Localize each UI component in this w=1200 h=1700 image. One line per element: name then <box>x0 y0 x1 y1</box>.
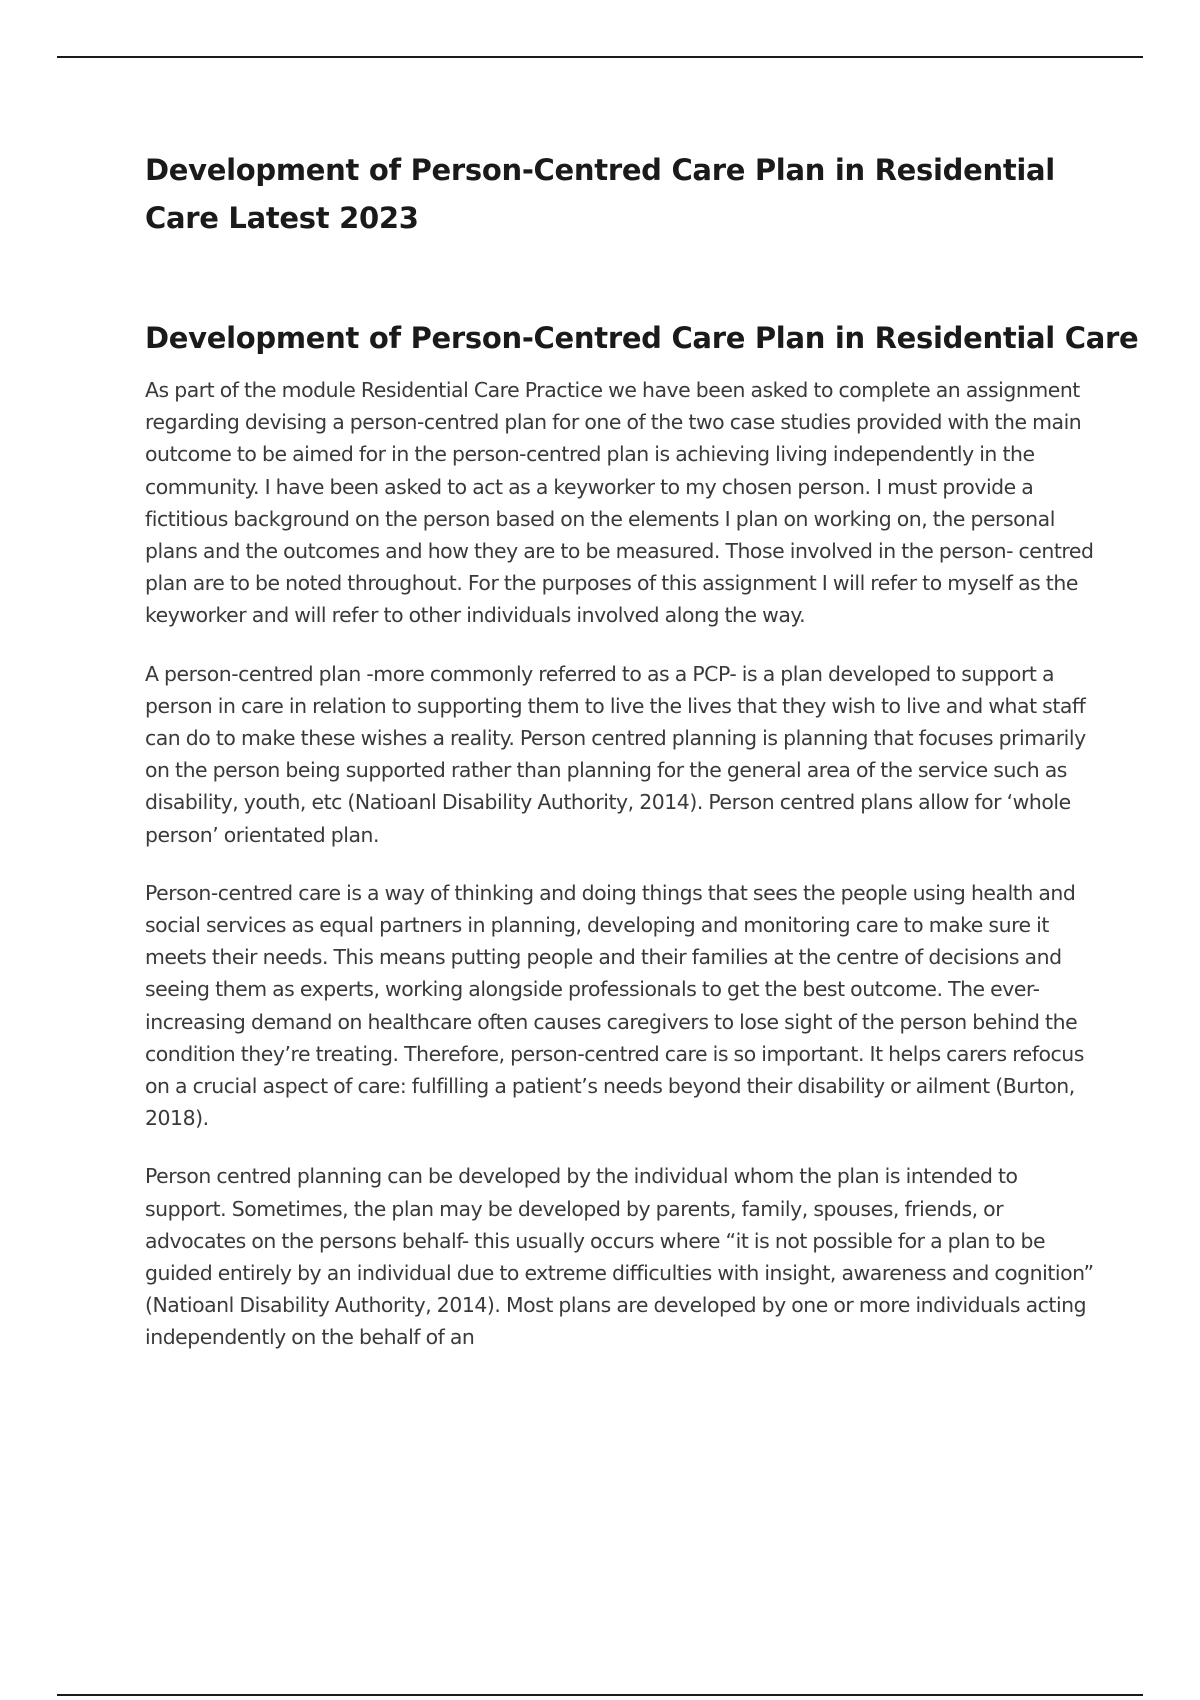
paragraph-4: Person centred planning can be developed by the individual whom the plan is intended to support. Sometimes, the plan may be developed by parents, family, spouses, friends, or advocates on the persons behalf- this usually occurs where “it is not possible for a plan to be guided entirely by an individual due to extreme difficulties with insight, awareness and cognition” (Natioanl Disability Authority, 2014). Most plans are developed by one or more individuals acting independently on the behalf of an <box>145 1164 1094 1350</box>
paragraph-1: As part of the module Residential Care Practice we have been asked to complete an assignment regarding devising a person-centred plan for one of the two case studies provided with the main outcome to be aimed for in the person-centred plan is achieving living independently in the community. I have been asked to act as a keyworker to my chosen person. I must provide a fictitious background on the person based on the elements I plan on working on, the personal plans and the outcomes and how they are to be measured. Those involved in the person- centred plan are to be noted throughout. For the purposes of this assignment I will refer to myself as the keyworker and will refer to other individuals involved along the way. <box>145 378 1094 628</box>
bottom-divider <box>57 1694 1143 1696</box>
paragraph-2: A person-centred plan -more commonly referred to as a PCP- is a plan developed to support a person in care in relation to supporting them to live the lives that they wish to live and what staff can do to make these wishes a reality. Person centred planning is planning that focuses primarily on the person being supported rather than planning for the general area of the service such as disability, youth, etc (Natioanl Disability Authority, 2014). Person centred plans allow for ‘whole person’ orientated plan. <box>145 661 1086 847</box>
paragraph-3: Person-centred care is a way of thinking and doing things that sees the people using health and social services as equal partners in planning, developing and monitoring care to make sure it meets their needs. This means putting people and their families at the centre of decisions and seeing them as experts, working alongside professionals to get the best outcome. The ever-increasing demand on healthcare often causes caregivers to lose sight of the person behind the condition they’re treating. Therefore, person-centred care is so important. It helps carers refocus on a crucial aspect of care: fulfilling a patient’s needs beyond their disability or ailment (Burton, 2018). <box>145 880 1084 1131</box>
section-heading: Development of Person-Centred Care Plan in Residential Care <box>145 321 1139 355</box>
document-body <box>145 146 1139 1354</box>
document-title: Development of Person-Centred Care Plan in Residential Care Latest 2023 <box>145 153 1055 235</box>
top-divider <box>57 56 1143 58</box>
